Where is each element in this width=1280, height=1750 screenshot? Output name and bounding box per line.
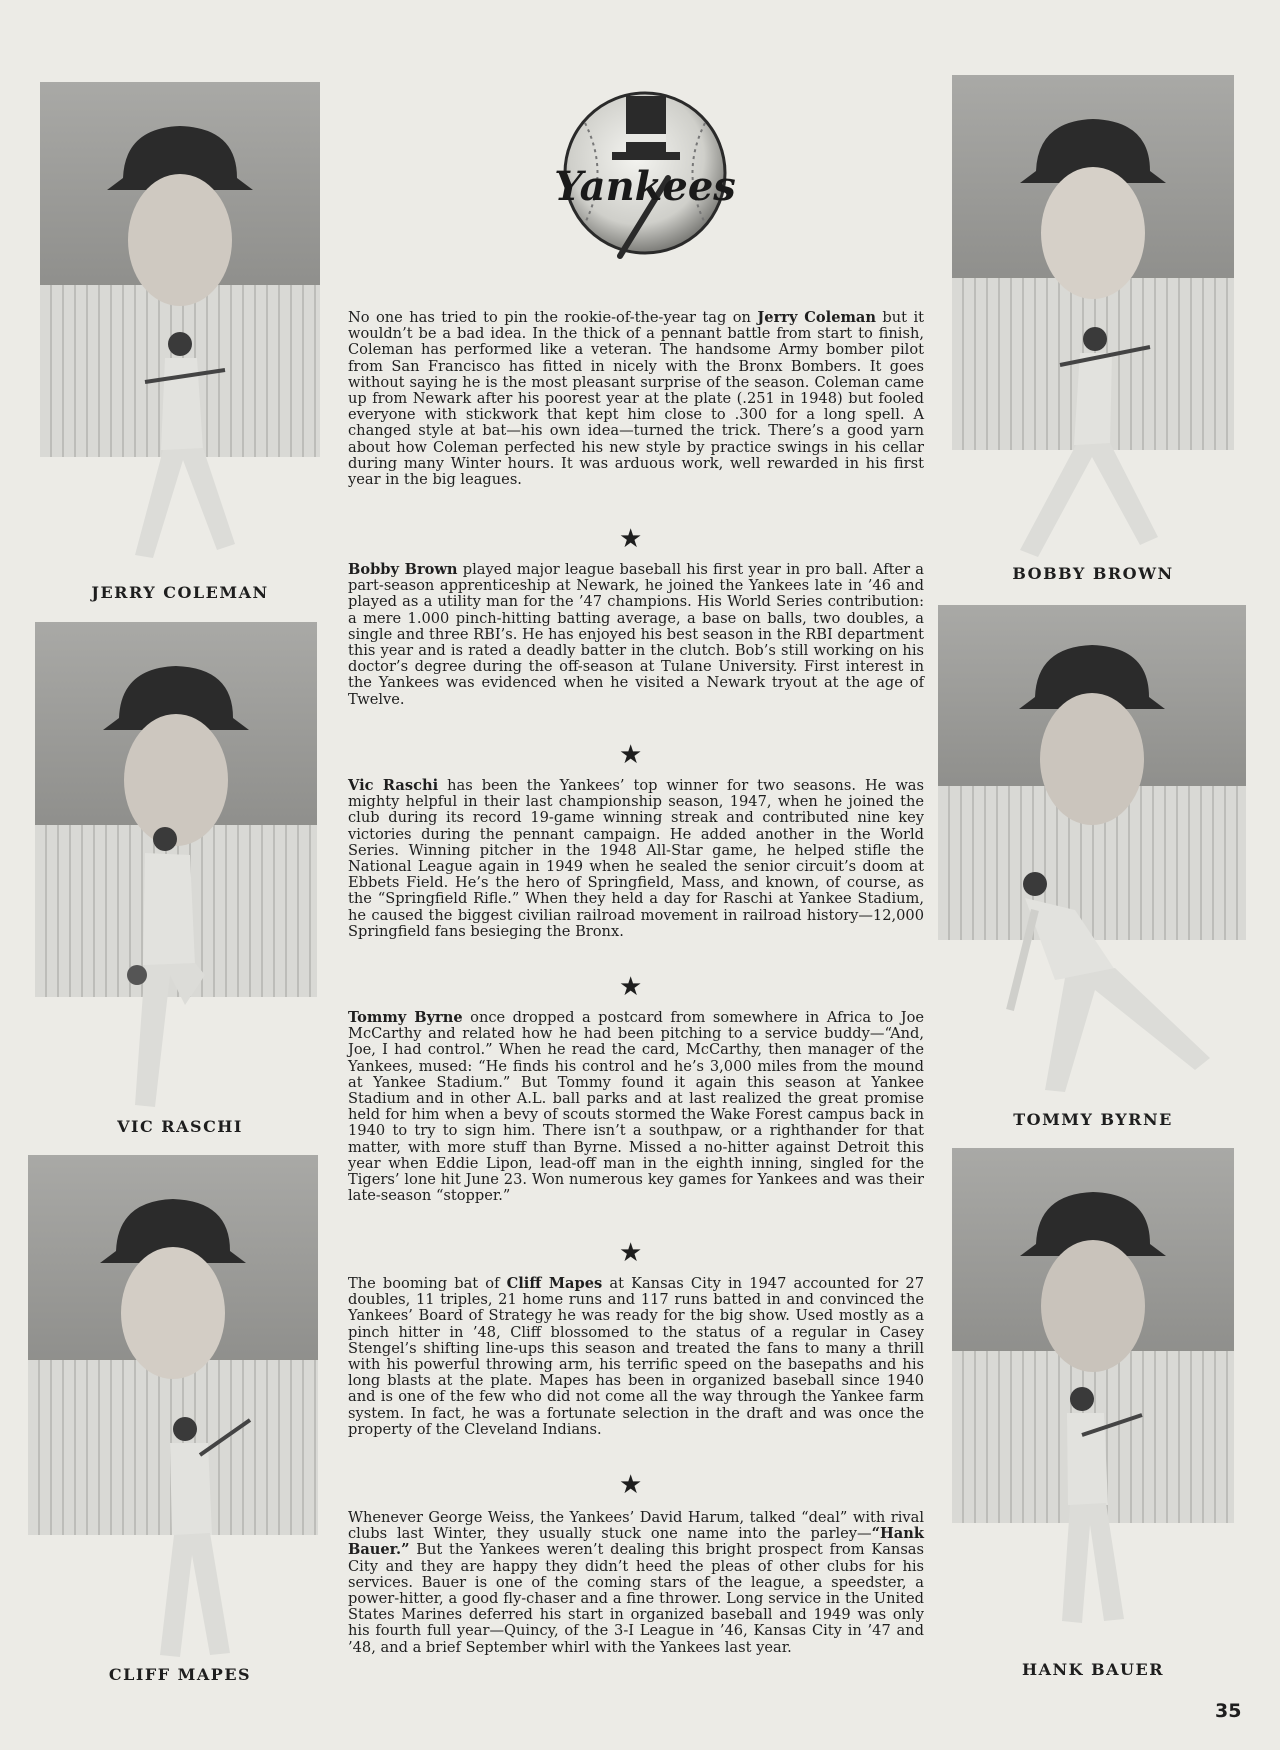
separator-star: ★ [619, 1238, 643, 1268]
yankees-logo [550, 78, 740, 268]
separator-star: ★ [619, 972, 643, 1002]
page-number: 35 [1215, 1700, 1242, 1722]
caption-vic-raschi: VIC RASCHI [117, 1117, 243, 1136]
caption-jerry-coleman: JERRY COLEMAN [91, 583, 269, 602]
bobby-brown-figure [1000, 325, 1170, 565]
paragraph-hank-bauer: Whenever George Weiss, the Yankees’ David Harum, talked “deal” with rival clubs last Winter, they usually stuck one name into the parley—“Hank Bauer.” But the Yankees weren’t dealing this bright prospect from Kansas City and they are happy they didn’t heed the pleas of other clubs for his services. Bauer is one of the coming stars of the league, a speedster, a power-hitter, a good fly-chaser and a fine thrower. Long service in the United States Marines deferred his start in organized baseball and 1949 was only his fourth full year—Quincy, of the 3-I League in ’46, Kansas City in ’47 and ’48, and a brief September whirl with the Yankees last year. [348, 1509, 924, 1656]
logo-text: Yankees [554, 163, 736, 210]
paragraph-bobby-brown: Bobby Brown played major league baseball his first year in pro ball. After a part-season apprenticeship at Newark, he joined the Yankees late in ’46 and played as a utility man for the ’47 champions. His World Series contribution: a mere 1.000 pinch-hitting batting average, a base on balls, two doubles, a single and three RBI’s. He has enjoyed his best season in the RBI department this year and is rated a deadly batter in the clutch. Bob’s still working on his doctor’s degree during the off-season at Tulane University. First interest in the Yankees was evidenced when he visited a Newark tryout at the age of Twelve. [348, 561, 924, 708]
caption-hank-bauer: HANK BAUER [1021, 1660, 1164, 1679]
hank-bauer-figure [1042, 1385, 1162, 1630]
tommy-byrne-figure [1005, 870, 1215, 1095]
separator-star: ★ [619, 740, 643, 770]
vic-raschi-figure [115, 825, 235, 1115]
cliff-mapes-figure [140, 1415, 260, 1665]
caption-tommy-byrne: TOMMY BYRNE [1013, 1110, 1173, 1129]
separator-star: ★ [619, 1470, 643, 1500]
paragraph-jerry-coleman: No one has tried to pin the rookie-of-the-year tag on Jerry Coleman but it wouldn’t be a bad idea. In the thick of a pennant battle from start to finish, Coleman has performed like a veteran. The handsome Army bomber pilot from San Francisco has fitted in nicely with the Bronx Bombers. It goes without saying he is the most pleasant surprise of the season. Coleman came up from Newark after his poorest year at the plate (.251 in 1948) but fooled everyone with stickwork that kept him close to .300 for a long spell. A changed style at bat—his own idea—turned the trick. There’s a good yarn about how Coleman perfected his new style by practice swings in his cellar during many Winter hours. It was arduous work, well rewarded in his first year in the big leagues. [348, 309, 924, 489]
paragraph-cliff-mapes: The booming bat of Cliff Mapes at Kansas City in 1947 accounted for 27 doubles, 11 triples, 21 home runs and 117 runs batted in and convinced the Yankees’ Board of Strategy he was ready for the big show. Used mostly as a pinch hitter in ’48, Cliff blossomed to the status of a regular in Casey Stengel’s shifting line-ups this season and treated the fans to many a thrill with his powerful throwing arm, his terrific speed on the basepaths and his long blasts at the plate. Mapes has been in organized baseball since 1940 and is one of the few who did not come all the way through the Yankee farm system. In fact, he was a fortunate selection in the draft and was once the property of the Cleveland Indians. [348, 1275, 925, 1438]
separator-star: ★ [619, 524, 643, 554]
jerry-coleman-figure [125, 330, 255, 570]
caption-bobby-brown: BOBBY BROWN [1012, 564, 1174, 583]
paragraph-vic-raschi: Vic Raschi has been the Yankees’ top winner for two seasons. He was mighty helpful in their last championship season, 1947, when he joined the club during its record 19-game winning streak and contributed nine key victories during the pennant campaign. He added another in the World Series. Winning pitcher in the 1948 All-Star game, he helped stifle the National League again in 1949 when he sealed the senior circuit’s doom at Ebbets Field. He’s the hero of Springfield, Mass, and known, of course, as the “Springfield Rifle.” When they held a day for Raschi at Yankee Stadium, he caused the biggest civilian railroad movement in railroad history—12,000 Springfield fans besieging the Bronx. [348, 777, 924, 940]
paragraph-tommy-byrne: Tommy Byrne once dropped a postcard from somewhere in Africa to Joe McCarthy and related how he had been pitching to a service buddy—“And, Joe, I had control.” When he read the card, McCarthy, then manager of the Yankees, mused: “He finds his control and he’s 3,000 miles from the mound at Yankee Stadium.” But Tommy found it again this season at Yankee Stadium and in other A.L. ball parks and at last realized the great promise held for him when a bevy of scouts stormed the Wake Forest campus back in 1940 to try to sign him. There isn’t a southpaw, or a righthander for that matter, with more stuff than Byrne. Missed a no-hitter against Detroit this year when Eddie Lipon, lead-off man in the eighth inning, singled for the Tigers’ lone hit June 23. Won numerous key games for Yankees and was their late-season “stopper.” [348, 1009, 924, 1205]
caption-cliff-mapes: CLIFF MAPES [108, 1665, 252, 1684]
